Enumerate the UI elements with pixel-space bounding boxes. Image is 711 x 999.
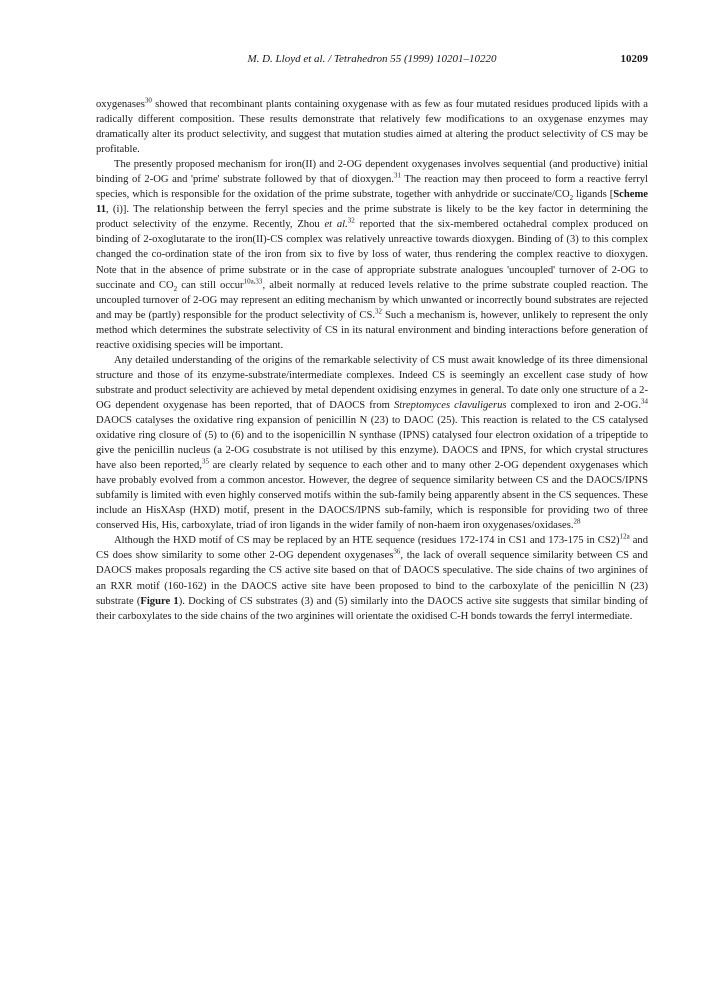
paragraph-2 [96,157,648,353]
text: Any detailed understanding of the origins of the remarkable selectivity of CS must await knowledge of its three dimensional structure and those of its enzyme-substrate/intermediate complexes. Indeed CS is seemingly an excellent case study of how substrate and product selectivity are achieved by metal dependent oxidising enzymes in general. To date only one structure of a 2-OG dependent oxygenase has been reported, that of DAOCS from [96,354,648,411]
reference: 10a,33 [243,277,263,286]
text: Although the HXD motif of CS may be replaced by an HTE sequence (residues 172-174 in CS1 and 173-175 in CS2) [114,535,620,547]
text: and CS does show similarity to some other 2-OG dependent oxygenases [96,535,648,562]
paragraph-3 [96,353,648,534]
text: DAOCS catalyses the oxidative ring expansion of penicillin N (23) to DAOC (25). This reaction is related to the CS catalysed oxidative ring closure of (5) to (6) and to the isopenicillin N synthase (IPNS) catalysed four electron oxidation of a tripeptide to give the penicillin nucleus (a 2-OG cosubstrate is not utilised by this enzyme). DAOCS and IPNS, for which crystal structures have also been reported, [96,414,648,472]
text: ). Docking of CS substrates (3) and (5) similarly into the DAOCS active site suggests that similar binding of their carboxylates to the side chains of the two arginines will orientate the oxidised C-H bonds towards the ferryl intermediate. [96,595,648,622]
subscript: 2 [569,194,574,203]
figure-ref: Figure 1 [140,595,179,607]
reference: 28 [573,517,581,526]
text: are clearly related by sequence to each other and to many other 2-OG dependent oxygenases which have probably evolved from a common ancestor. However, the degree of sequence similarity between CS and the DAOCS/IPNS subfamily is limited with even highly conserved motifs within the sub-family being apparently absent in the CS sequences. These include an HisXAsp (HXD) motif, present in the DAOCS/IPNS sub-family, which is responsible for providing two of three conserved His, His, carboxylate, triad of iron ligands in the wider family of non-haem iron oxygenases/oxidases. [96,460,648,532]
text: oxygenases [96,99,145,110]
text: showed that recombinant plants containing oxygenase with as few as four mutated residues produced lipids with a radically different composition. These results demonstrate that relatively few modifications to an oxygenase enzymes may dramatically alter its product selectivity, and suggest that mutation studies aimed at altering the product selectivity of CS may be profitable. [96,99,648,156]
reference: 34 [641,397,648,406]
running-head: M. D. Lloyd et al. / Tetrahedron 55 (1999) 10201–10220 [247,53,497,65]
text: complexed to iron and 2-OG. [506,399,641,411]
text: reported that the six-membered octahedral complex produced on binding of 2-oxoglutarate to the iron(II)-CS complex was relatively unreactive towards dioxygen. Binding of (3) to this complex changed the co-ordination state of the iron from six to five by loss of water, thus rendering the complex reactive to dioxygen. Note that in the absence of prime substrate or in the case of appropriate substrate analogues 'uncoupled' turnover of 2-OG to succinate and CO [96,219,648,291]
text: can still occur [177,279,244,291]
page-number: 10209 [620,53,648,65]
page-header [96,53,648,69]
text: ligands [ [573,189,614,201]
text: , the lack of overall sequence similarity between CS and DAOCS makes proposals regarding the CS active site based on that of DAOCS speculative. The side chains of two arginines of an RXR motif (160-162) in the DAOCS active site have been proposed to bind to the carboxylate of the penicillin N (23) substrate ( [96,550,648,607]
scheme-ref: Scheme 11 [96,189,648,216]
italic-text: et al. [324,219,348,231]
reference: 36 [393,547,401,556]
reference: 31 [393,171,401,180]
text: , (i)]. The relationship between the ferryl species and the prime substrate is likely to be the key factor in determining the product selectivity of the enzyme. Recently, Zhou [96,204,648,231]
text: The presently proposed mechanism for iron(II) and 2-OG dependent oxygenases involves sequential (and productive) initial binding of 2-OG and 'prime' substrate followed by that of dioxygen. [96,159,648,186]
paragraph-1 [96,97,648,157]
reference: 32 [347,216,355,225]
article-body [96,97,648,624]
subscript: 2 [173,284,178,293]
reference: 35 [201,457,209,466]
reference: 30 [144,96,152,105]
text: The reaction may then proceed to form a reactive ferryl species, which is responsible for the oxidation of the prime substrate, together with anhydride or succinate/CO [96,174,648,201]
reference: 12a [619,532,630,541]
species-name: Streptomyces clavuligerus [393,399,507,411]
reference: 32 [375,307,383,316]
paragraph-4 [96,533,648,623]
text: , albeit normally at reduced levels relative to the prime substrate coupled reaction. The uncoupled turnover of 2-OG may represent an editing mechanism by which unwanted or incorrectly bound substrates are rejected and may be (partly) responsible for the product selectivity of CS. [96,279,648,321]
text: Such a mechanism is, however, unlikely to represent the only method which determines the substrate selectivity of CS in its natural environment and binding interactions before generation of reactive oxidising species will be important. [96,309,648,351]
